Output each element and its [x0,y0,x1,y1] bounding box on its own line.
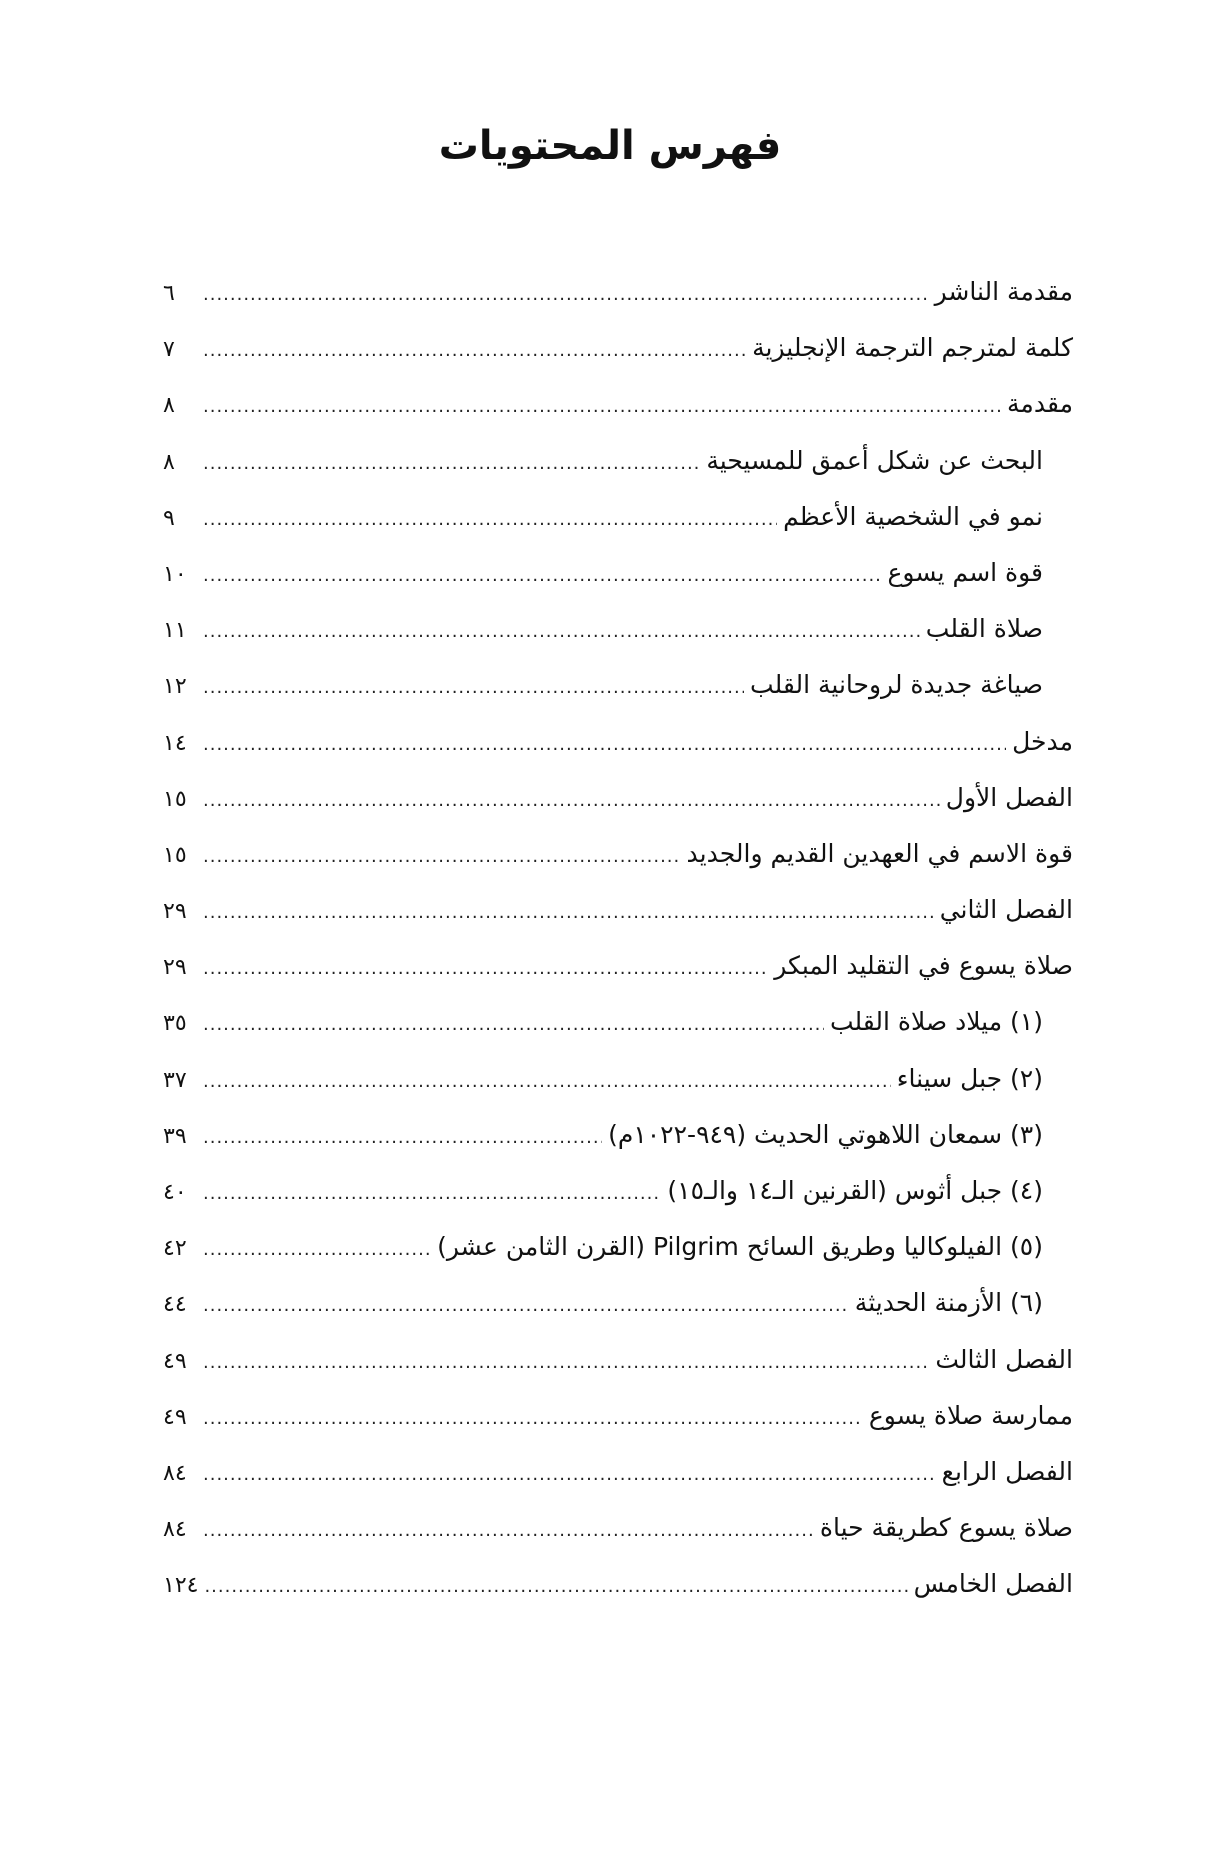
toc-entry-page-number: ٣٧ [163,1067,187,1093]
toc-entry-title: مدخل [1012,726,1073,756]
toc-entry-title: مقدمة الناشر [934,277,1073,306]
dot-leader [203,331,746,371]
toc-entry[interactable] [163,1171,1073,1227]
toc-entry-page-number: ٣٩ [163,1123,187,1149]
toc-entry[interactable] [163,1059,1073,1115]
toc-entry-title: (٦) الأزمنة الحديثة [854,1288,1043,1318]
toc-entry-page-number: ٤٤ [163,1292,187,1318]
toc-entry-title: قوة اسم يسوع [887,557,1043,587]
toc-entry-page-number: ٢٩ [163,899,187,925]
toc-entry[interactable] [163,665,1073,721]
dot-leader [203,1118,602,1158]
toc-entry[interactable] [163,946,1073,1002]
toc-entry-page-number: ٨ [163,449,175,475]
toc-entry[interactable] [163,272,1073,328]
toc-entry[interactable] [163,497,1073,553]
toc-entry[interactable] [163,890,1073,946]
toc-entry-title: مقدمة [1007,389,1073,419]
toc-entry-page-number: ١٢ [163,674,187,700]
dot-leader [203,781,940,821]
toc-entry[interactable] [163,1508,1073,1564]
toc-entry[interactable] [163,1002,1073,1058]
toc-entry-page-number: ١٢٤ [163,1573,199,1599]
dot-leader [204,1567,907,1607]
dot-leader [203,1174,661,1214]
toc-entry-title: كلمة لمترجم الترجمة الإنجليزية [752,333,1073,363]
toc-entry[interactable] [163,834,1073,890]
dot-leader [203,556,882,596]
page-title: فهرس المحتويات [438,123,782,169]
dot-leader [203,668,744,708]
dot-leader [203,1343,929,1383]
toc-entry-page-number: ٧ [163,337,175,363]
toc-entry-page-number: ٩ [163,505,175,531]
toc-entry-page-number: ٦ [163,281,175,306]
toc-entry-title: صلاة القلب [925,614,1043,644]
toc-entry-title: صلاة يسوع كطريقة حياة [819,1513,1073,1543]
dot-leader [203,1455,936,1495]
dot-leader [203,949,768,989]
toc-entry-title: (٥) الفيلوكاليا وطريق السائح Pilgrim (القرن الثامن عشر) [437,1232,1043,1262]
toc-entry-title: قوة الاسم في العهدين القديم والجديد [686,838,1073,868]
toc-entry-page-number: ٢٩ [163,955,187,981]
toc-entry-title: (٢) جبل سيناء [896,1063,1043,1093]
toc-entry-title: الفصل الرابع [941,1456,1073,1486]
toc-entry-page-number: ٤٩ [163,1404,187,1430]
toc-entry[interactable] [163,553,1073,609]
toc-entry[interactable] [163,778,1073,834]
toc-entry-page-number: ٤٠ [163,1180,187,1205]
toc-entry-title: البحث عن شكل أعمق للمسيحية [706,445,1043,475]
dot-leader [203,1062,891,1102]
toc-entry[interactable] [163,1340,1073,1396]
dot-leader [203,1399,863,1439]
toc-entry-title: نمو في الشخصية الأعظم [783,501,1043,531]
toc-entry-page-number: ١٥ [163,842,187,868]
toc-entry[interactable] [163,1115,1073,1171]
dot-leader [203,725,1006,765]
dot-leader [203,1286,849,1326]
toc-entry[interactable] [163,1452,1073,1508]
dot-leader [203,1230,431,1270]
toc-entry-page-number: ٤٩ [163,1348,187,1374]
dot-leader [203,1005,824,1045]
toc-entry[interactable] [163,384,1073,440]
toc-entry[interactable] [163,722,1073,778]
dot-leader [203,275,929,315]
toc-entry-page-number: ١٠ [163,561,187,587]
toc-entry-title: ممارسة صلاة يسوع [868,1400,1073,1430]
toc-entry-page-number: ٣٥ [163,1011,187,1037]
toc-entry[interactable] [163,1227,1073,1283]
toc-entry-title: الفصل الثالث [935,1344,1073,1374]
dot-leader [203,444,700,484]
dot-leader [203,893,934,933]
toc-entry-title: (٤) جبل أثوس (القرنين الـ١٤ والـ١٥) [667,1176,1043,1205]
dot-leader [203,500,777,540]
toc-entry-page-number: ٨٤ [163,1517,187,1543]
toc-entry-title: الفصل الثاني [939,895,1073,925]
toc-entry[interactable] [163,1564,1073,1620]
toc-entry-page-number: ٨٤ [163,1460,187,1486]
toc-entry-title: صياغة جديدة لروحانية القلب [750,670,1043,700]
toc-entry-title: صلاة يسوع في التقليد المبكر [774,951,1073,981]
toc-entry[interactable] [163,328,1073,384]
dot-leader [203,837,681,877]
toc-entry[interactable] [163,609,1073,665]
toc-entry-page-number: ١١ [163,618,187,644]
toc-entry-title: الفصل الأول [945,782,1073,812]
toc-entry-page-number: ٤٢ [163,1236,187,1262]
toc-entry[interactable] [163,1283,1073,1339]
toc-entry-page-number: ١٤ [163,730,187,756]
toc-entry-page-number: ١٥ [163,786,187,812]
toc-entry-page-number: ٨ [163,393,175,419]
dot-leader [203,387,1001,427]
table-of-contents [163,272,1073,1621]
toc-entry-title: (٣) سمعان اللاهوتي الحديث (٩٤٩-١٠٢٢م) [608,1119,1043,1149]
toc-entry[interactable] [163,441,1073,497]
toc-entry-title: الفصل الخامس [913,1569,1073,1599]
toc-entry[interactable] [163,1396,1073,1452]
toc-entry-title: (١) ميلاد صلاة القلب [829,1007,1043,1037]
dot-leader [203,1511,814,1551]
dot-leader [203,612,920,652]
